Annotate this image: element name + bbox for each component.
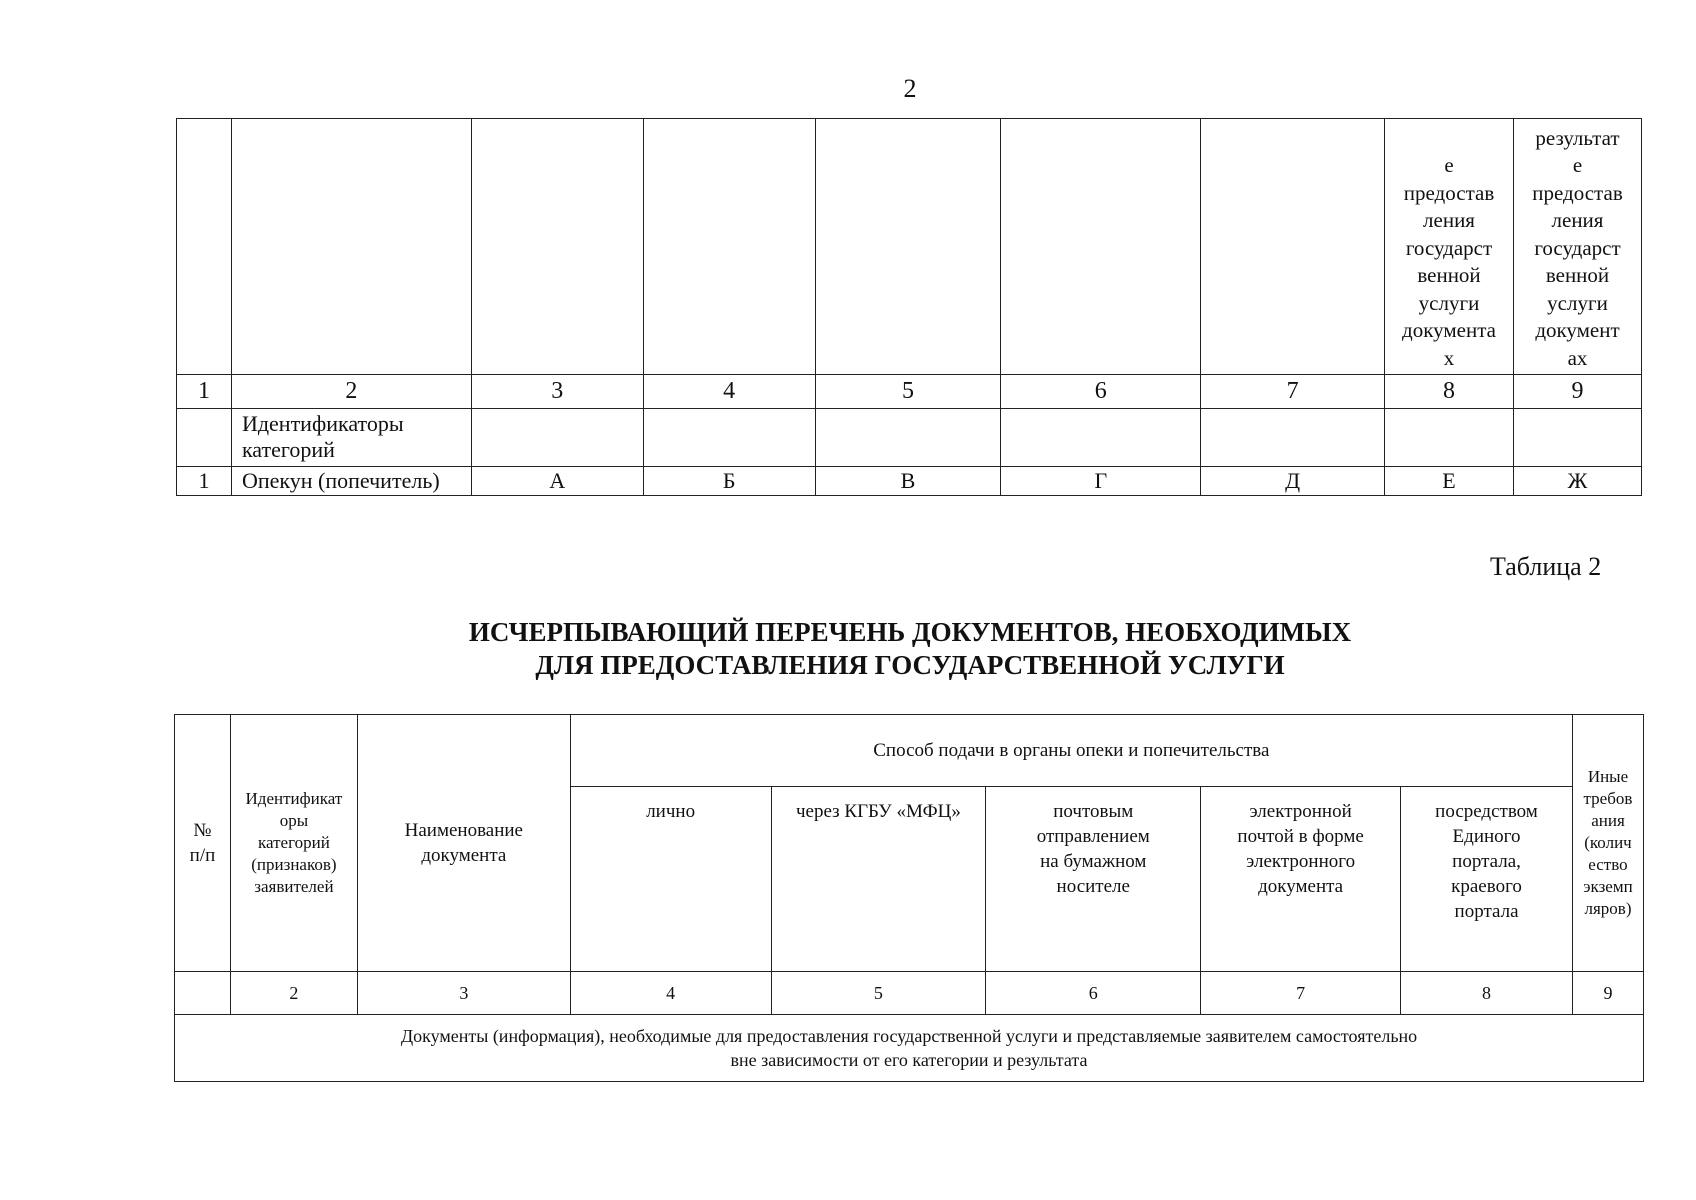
submission-mfc: через КГБУ «МФЦ» xyxy=(771,787,986,972)
table-2 xyxy=(174,714,1644,1082)
table-2-column-numbers xyxy=(175,972,1644,1015)
t2-col1-header: № п/п xyxy=(175,715,231,972)
t1-col9-header: результат е предостав ления государст венной услуги документ ах xyxy=(1513,119,1641,375)
column-number: 2 xyxy=(231,375,471,409)
empty-cell xyxy=(643,409,815,467)
page-title: ИСЧЕРПЫВАЮЩИЙ ПЕРЕЧЕНЬ ДОКУМЕНТОВ, НЕОБХОДИМЫХ ДЛЯ ПРЕДОСТАВЛЕНИЯ ГОСУДАРСТВЕННОЙ УСЛУГИ xyxy=(468,617,1352,680)
column-number: 8 xyxy=(1385,375,1514,409)
category-code: Ж xyxy=(1513,467,1641,496)
t2-col3-header: Наименование документа xyxy=(357,715,570,972)
t1-header-cell xyxy=(471,119,643,375)
category-code: Г xyxy=(1001,467,1201,496)
page-number: 2 xyxy=(903,74,917,103)
section-note-row xyxy=(175,1015,1644,1082)
column-number: 6 xyxy=(1001,375,1201,409)
submission-post: почтовым отправлением на бумажном носителе xyxy=(986,787,1201,972)
column-number: 3 xyxy=(471,375,643,409)
category-code: Б xyxy=(643,467,815,496)
category-code: Д xyxy=(1201,467,1385,496)
identifiers-label: Идентификаторы категорий xyxy=(231,409,471,467)
submission-method-header: Способ подачи в органы опеки и попечительства xyxy=(570,715,1572,787)
column-number: 5 xyxy=(771,972,986,1015)
column-number: 7 xyxy=(1201,375,1385,409)
t1-header-cell xyxy=(177,119,232,375)
table-2-header-row xyxy=(175,715,1644,787)
category-code: В xyxy=(815,467,1001,496)
category-name: Опекун (попечитель) xyxy=(231,467,471,496)
submission-personal: лично xyxy=(570,787,771,972)
section-note: Документы (информация), необходимые для предоставления государственной услуги и представляемые заявителем самостоятельно вне зависимости от его категории и результата xyxy=(175,1015,1644,1082)
column-number: 4 xyxy=(570,972,771,1015)
t1-header-cell xyxy=(1001,119,1201,375)
t2-col9-header: Иные требов ания (колич ество экземп ляров) xyxy=(1572,715,1643,972)
empty-cell xyxy=(1201,409,1385,467)
column-number xyxy=(175,972,231,1015)
t1-header-cell xyxy=(643,119,815,375)
empty-cell xyxy=(1513,409,1641,467)
category-code: Е xyxy=(1385,467,1514,496)
empty-cell xyxy=(1385,409,1514,467)
column-number: 6 xyxy=(986,972,1201,1015)
column-number: 1 xyxy=(177,375,232,409)
t1-header-cell xyxy=(231,119,471,375)
row-number: 1 xyxy=(177,467,232,496)
column-number: 3 xyxy=(357,972,570,1015)
empty-cell xyxy=(815,409,1001,467)
submission-portal: посредством Единого портала, краевого портала xyxy=(1401,787,1573,972)
column-number: 2 xyxy=(230,972,357,1015)
table-1-identifiers-row xyxy=(177,409,1642,467)
table-1-header-row xyxy=(177,119,1642,375)
column-number: 9 xyxy=(1513,375,1641,409)
column-number: 8 xyxy=(1401,972,1573,1015)
t1-header-cell xyxy=(815,119,1001,375)
submission-email: электронной почтой в форме электронного документа xyxy=(1201,787,1401,972)
empty-cell xyxy=(471,409,643,467)
empty-cell xyxy=(177,409,232,467)
t1-col8-header: е предостав ления государст венной услуги документа х xyxy=(1385,119,1514,375)
table-1 xyxy=(176,118,1642,496)
table-row xyxy=(177,467,1642,496)
column-number: 9 xyxy=(1572,972,1643,1015)
table-1-column-numbers xyxy=(177,375,1642,409)
t2-col2-header: Идентификат оры категорий (признаков) заявителей xyxy=(230,715,357,972)
column-number: 5 xyxy=(815,375,1001,409)
column-number: 4 xyxy=(643,375,815,409)
column-number: 7 xyxy=(1201,972,1401,1015)
category-code: А xyxy=(471,467,643,496)
t1-header-cell xyxy=(1201,119,1385,375)
table-label: Таблица 2 xyxy=(1490,552,1602,581)
empty-cell xyxy=(1001,409,1201,467)
